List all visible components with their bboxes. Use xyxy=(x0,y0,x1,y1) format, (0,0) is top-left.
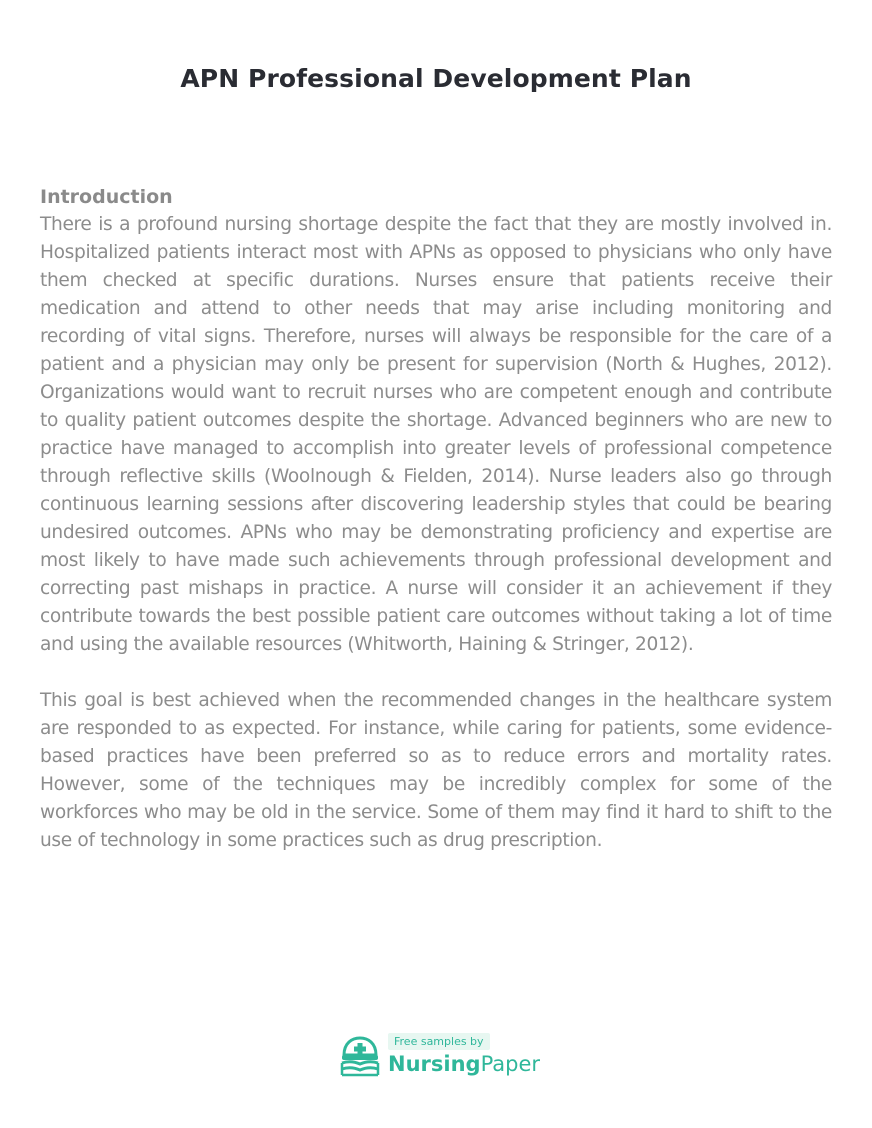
section-heading-introduction: Introduction xyxy=(40,186,173,208)
logo-text xyxy=(388,1033,540,1077)
paragraph-2: This goal is best achieved when the recommended changes in the healthcare system are responded to as expected. For instance, while caring for patients, some evidence-based practices have been preferred so as to reduce errors and mortality rates. However, some of the techniques may be incredibly complex for some of the workforces who may be old in the service. Some of them may find it hard to shift to the use of technology in some practices such as drug prescription. xyxy=(40,690,832,851)
nurse-cap-book-icon xyxy=(338,1033,382,1077)
document-title: APN Professional Development Plan xyxy=(180,64,692,93)
nursing-paper-logo[interactable] xyxy=(338,1032,540,1078)
logo-tagline: Free samples by xyxy=(388,1033,490,1050)
logo-brand-light: Paper xyxy=(480,1052,541,1076)
logo-brand-strong: Nursing xyxy=(388,1052,481,1076)
paragraph-1: There is a profound nursing shortage despite the fact that they are mostly involved in. Hospitalized patients interact most with APNs as opposed to physicians who only have them checked at specific durations. Nurses ensure that patients receive their medication and attend to other needs that may arise including monitoring and recording of vital signs. Therefore, nurses will always be responsible for the care of a patient and a physician may only be present for supervision (North & Hughes, 2012). Organizations would want to recruit nurses who are competent enough and contribute to quality patient outcomes despite the shortage. Advanced beginners who are new to practice have managed to accomplish into greater levels of professional competence through reflective skills (Woolnough & Fielden, 2014). Nurse leaders also go through continuous learning sessions after discovering leadership styles that could be bearing undesired outcomes. APNs who may be demonstrating proficiency and expertise are most likely to have made such achievements through professional development and correcting past mishaps in practice. A nurse will consider it an achievement if they contribute towards the best possible patient care outcomes without taking a lot of time and using the available resources (Whitworth, Haining & Stringer, 2012). xyxy=(40,214,832,655)
logo-brand xyxy=(388,1051,540,1077)
document-body xyxy=(40,183,832,855)
